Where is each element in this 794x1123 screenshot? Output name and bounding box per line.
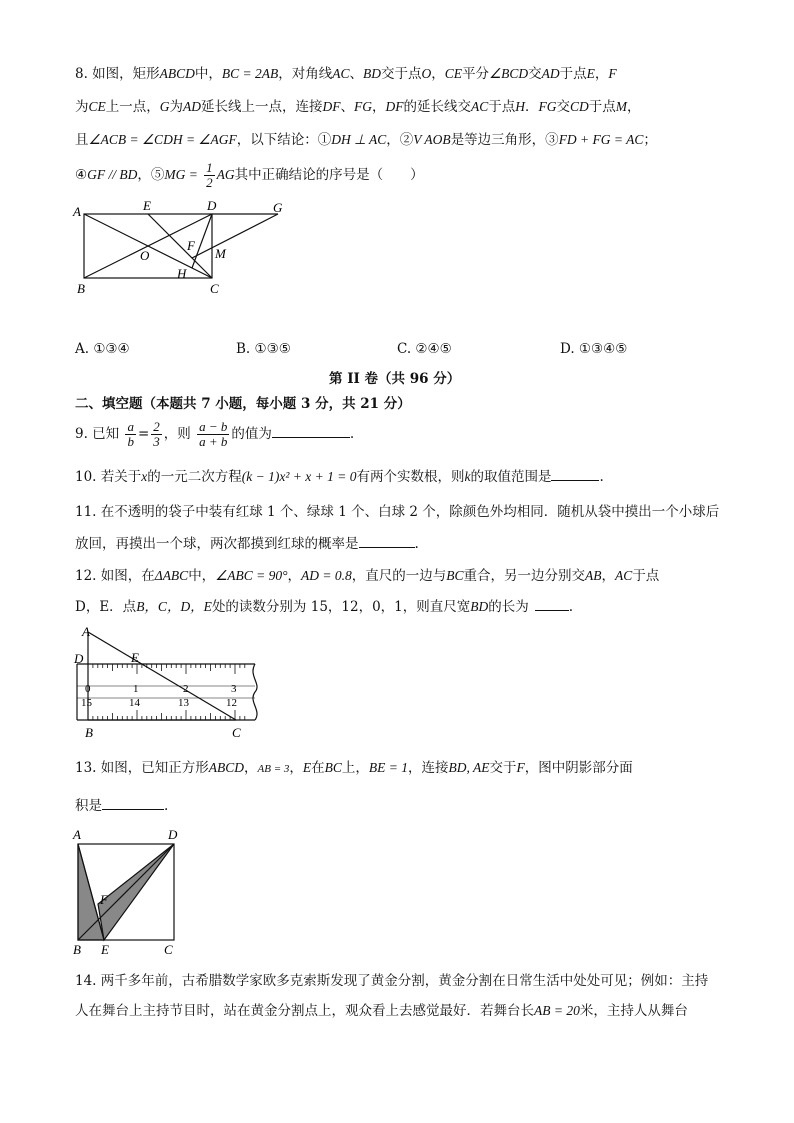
text: ，以下结论：① [236, 132, 332, 148]
math: ∠ACB = ∠CDH = ∠AGF [88, 132, 237, 147]
ruler-top-tick-2: 2 [183, 683, 189, 695]
text: 为 [169, 99, 184, 115]
math: H [515, 99, 526, 114]
math: AB = 20 [534, 1003, 580, 1018]
math: CE [88, 99, 106, 114]
math: AD [541, 66, 560, 81]
denominator: b [127, 434, 134, 449]
math: ∠ABC = 90° [215, 568, 288, 583]
math: DF [322, 99, 341, 114]
text: ，⑤ [137, 167, 165, 183]
q8-figure [70, 198, 295, 298]
text: 在 [311, 760, 325, 776]
text: . [164, 798, 169, 814]
math: E [302, 760, 312, 775]
q8-line-1 [75, 64, 617, 84]
ruler-top-tick-3: 3 [231, 683, 237, 695]
q11-line-1: 11. 在不透明的袋子中装有红球 1 个、绿球 1 个、白球 2 个，除颜色外均相同．随机从袋中摸出一个小球后 [75, 504, 720, 520]
math: FD + FG = AC [558, 132, 644, 147]
text: ，对角线 [278, 66, 333, 82]
math: E [586, 66, 595, 81]
text: 于点 [632, 568, 660, 584]
q12-figure [70, 624, 270, 742]
label-a: A [73, 827, 81, 842]
label-c: C [210, 281, 219, 296]
text: 放回，再摸出一个球，两次都摸到红球的概率是 [75, 536, 359, 552]
text: 有两个实数根，则 [356, 469, 465, 485]
text: ，直尺的一边与 [351, 568, 447, 584]
fraction [151, 420, 162, 449]
math: AC [332, 66, 350, 81]
math: CE [444, 66, 463, 81]
math: BC [324, 760, 342, 775]
text: ，连接 [408, 760, 449, 776]
ruler-bottom-tick-15: 15 [81, 697, 92, 709]
text: ，图中阴影部分面 [524, 760, 633, 776]
q11-line-2 [75, 533, 419, 554]
math: BD, AE [448, 760, 490, 775]
math: DH ⊥ AC [331, 132, 387, 147]
text: 、 [340, 99, 355, 115]
ruler-bottom-tick-14: 14 [129, 697, 140, 709]
text: 上一点， [105, 99, 160, 115]
text: . [414, 536, 419, 552]
label-d: D [207, 198, 217, 213]
label-d: D [168, 827, 178, 842]
ruler-top-tick-0: 0 [85, 683, 91, 695]
text: 交于点 [381, 66, 422, 82]
text: 且 [75, 132, 89, 148]
q13-line-2 [75, 795, 168, 816]
option-b[interactable]: B. ①③⑤ [236, 341, 291, 357]
math: x [141, 469, 148, 484]
ruler-bottom-tick-13: 13 [178, 697, 189, 709]
fraction [125, 420, 136, 449]
side-ac [88, 632, 236, 720]
text: 13. 如图，已知正方形 [75, 760, 209, 776]
text: 重合，另一边分别交 [463, 568, 586, 584]
label-a: A [73, 204, 81, 219]
math: M [615, 99, 628, 114]
text: ， [627, 99, 641, 115]
label-b: B [77, 281, 85, 296]
section-title: 第 II 卷（共 96 分） [329, 371, 461, 387]
math: FG [354, 99, 373, 114]
math: B，C，D，E [136, 599, 212, 614]
q8-line-3 [75, 130, 657, 150]
math: FG [538, 99, 557, 114]
math: BD [363, 66, 382, 81]
math: BD [470, 599, 489, 614]
math: V AOB [413, 132, 451, 147]
text: 10. 若关于 [75, 469, 142, 485]
text: D，E．点 [75, 599, 137, 615]
math: G [159, 99, 170, 114]
numerator: 2 [153, 419, 160, 434]
math: BC = 2AB [221, 66, 279, 81]
text: 交于 [489, 760, 517, 776]
label-e: E [131, 650, 139, 665]
q14-line-2 [75, 1001, 688, 1021]
label-b: B [85, 725, 93, 740]
text: ，② [386, 132, 414, 148]
text: 延长线上一点，连接 [201, 99, 323, 115]
math: k [464, 469, 471, 484]
q12-line-1 [75, 566, 659, 586]
text: ， [287, 568, 302, 584]
math: GF // BD [87, 167, 138, 182]
q9-line [75, 417, 354, 451]
math: AC [471, 99, 489, 114]
numerator: a − b [199, 419, 228, 434]
text: 交 [556, 99, 571, 115]
math: (k − 1)x² + x + 1 = 0 [241, 469, 357, 484]
math: AB = 3 [257, 763, 290, 775]
math: AC [615, 568, 633, 583]
text: ， [244, 760, 258, 776]
text: ，则 [163, 426, 191, 442]
math: AG [216, 167, 235, 182]
ruler-break [253, 664, 257, 720]
math: ABCD [159, 66, 195, 81]
text: 的值为 [231, 426, 272, 442]
segment-gf [192, 214, 278, 258]
text: 9. 已知 [75, 426, 120, 442]
text: 、 [349, 66, 364, 82]
text: 其中正确结论的序号是（ ） [234, 167, 424, 183]
text: 的长为 [488, 599, 529, 615]
text: 于点 [488, 99, 516, 115]
q12-line-2 [75, 596, 573, 617]
math: CD [570, 99, 589, 114]
label-f: F [187, 238, 195, 253]
q10-line [75, 466, 604, 487]
ruler-bottom-tick-12: 12 [226, 697, 237, 709]
text: 于点 [588, 99, 616, 115]
answer-blank[interactable] [102, 795, 164, 810]
diagonal-bd [78, 844, 174, 940]
answer-blank[interactable] [359, 533, 415, 548]
denominator: 3 [153, 434, 160, 449]
label-h: H [177, 266, 187, 281]
label-a: A [82, 624, 90, 639]
text: 8. 如图，矩形 [75, 66, 160, 82]
text: 为 [75, 99, 89, 115]
math: ΔABC [154, 568, 189, 583]
denominator: a + b [199, 434, 228, 449]
math: AD = 0.8 [301, 568, 352, 583]
text: ， [431, 66, 445, 82]
text: ④ [75, 167, 88, 183]
denominator: 2 [206, 175, 213, 190]
text: 交 [528, 66, 542, 82]
math: F [608, 66, 617, 81]
label-c: C [164, 942, 173, 956]
label-e: E [143, 198, 151, 213]
math: DF [385, 99, 404, 114]
label-b: B [73, 942, 81, 956]
math: = [137, 426, 150, 442]
text: 人在舞台上主持节目时，站在黄金分割点上，观众看上去感觉最好．若舞台长 [75, 1003, 534, 1019]
numerator: 1 [206, 160, 213, 175]
text: 的取值范围是 [470, 469, 552, 485]
answer-blank[interactable] [551, 466, 599, 481]
q8-line-2 [75, 97, 641, 117]
math: BC [446, 568, 464, 583]
numerator: a [127, 419, 134, 434]
text: . [568, 599, 574, 615]
q8-line-4 [75, 160, 424, 190]
text: . [349, 426, 355, 442]
label-d: D [74, 651, 84, 666]
label-c: C [232, 725, 241, 740]
answer-blank[interactable] [272, 423, 350, 438]
text: 的延长线交 [403, 99, 472, 115]
text: ； [643, 132, 657, 148]
text: 12. 如图，在 [75, 568, 155, 584]
math: O [421, 66, 432, 81]
section-heading: 二、填空题（本题共 7 小题，每小题 3 分，共 21 分） [75, 396, 411, 412]
math: AD [183, 99, 202, 114]
label-e: E [101, 942, 109, 956]
math: MG = [164, 167, 198, 182]
text: ， [372, 99, 386, 115]
text: 于点 [559, 66, 587, 82]
q13-line-1 [75, 758, 633, 779]
text: 中， [188, 568, 216, 584]
math: BE = 1 [368, 760, 409, 775]
label-g: G [273, 200, 283, 215]
label-o: O [140, 248, 150, 263]
text: 平分 [462, 66, 490, 82]
q14-line-1: 14. 两千多年前，古希腊数学家欧多克索斯发现了黄金分割，黄金分割在日常生活中处处可见；例如：主持 [75, 973, 709, 989]
text: ， [594, 66, 609, 82]
text: 上， [341, 760, 369, 776]
math: F [516, 760, 525, 775]
math: ∠BCD [489, 66, 529, 81]
text: 米，主持人从舞台 [579, 1003, 688, 1019]
text: 是等边三角形，③ [450, 132, 559, 148]
text: ， [601, 568, 616, 584]
shaded-triangle-right [98, 844, 174, 940]
option-a[interactable]: A. ①③④ [75, 341, 130, 357]
text: 中， [194, 66, 222, 82]
math: AB [585, 568, 602, 583]
q13-figure [68, 824, 188, 956]
label-m: M [215, 246, 226, 261]
text: 的一元二次方程 [147, 469, 242, 485]
text: 积是 [75, 798, 102, 814]
text: ． [525, 99, 539, 115]
fraction [204, 161, 215, 190]
label-f: F [100, 892, 108, 907]
text: ， [289, 760, 303, 776]
answer-blank[interactable] [535, 596, 569, 611]
math: ABCD [208, 760, 245, 775]
text: 处的读数分别为 15，12，0，1，则直尺宽 [211, 599, 471, 615]
option-d[interactable]: D. ①③④⑤ [560, 341, 628, 357]
option-c[interactable]: C. ②④⑤ [397, 341, 452, 357]
ruler-top-tick-1: 1 [133, 683, 139, 695]
text: . [599, 469, 604, 485]
fraction [197, 420, 229, 449]
